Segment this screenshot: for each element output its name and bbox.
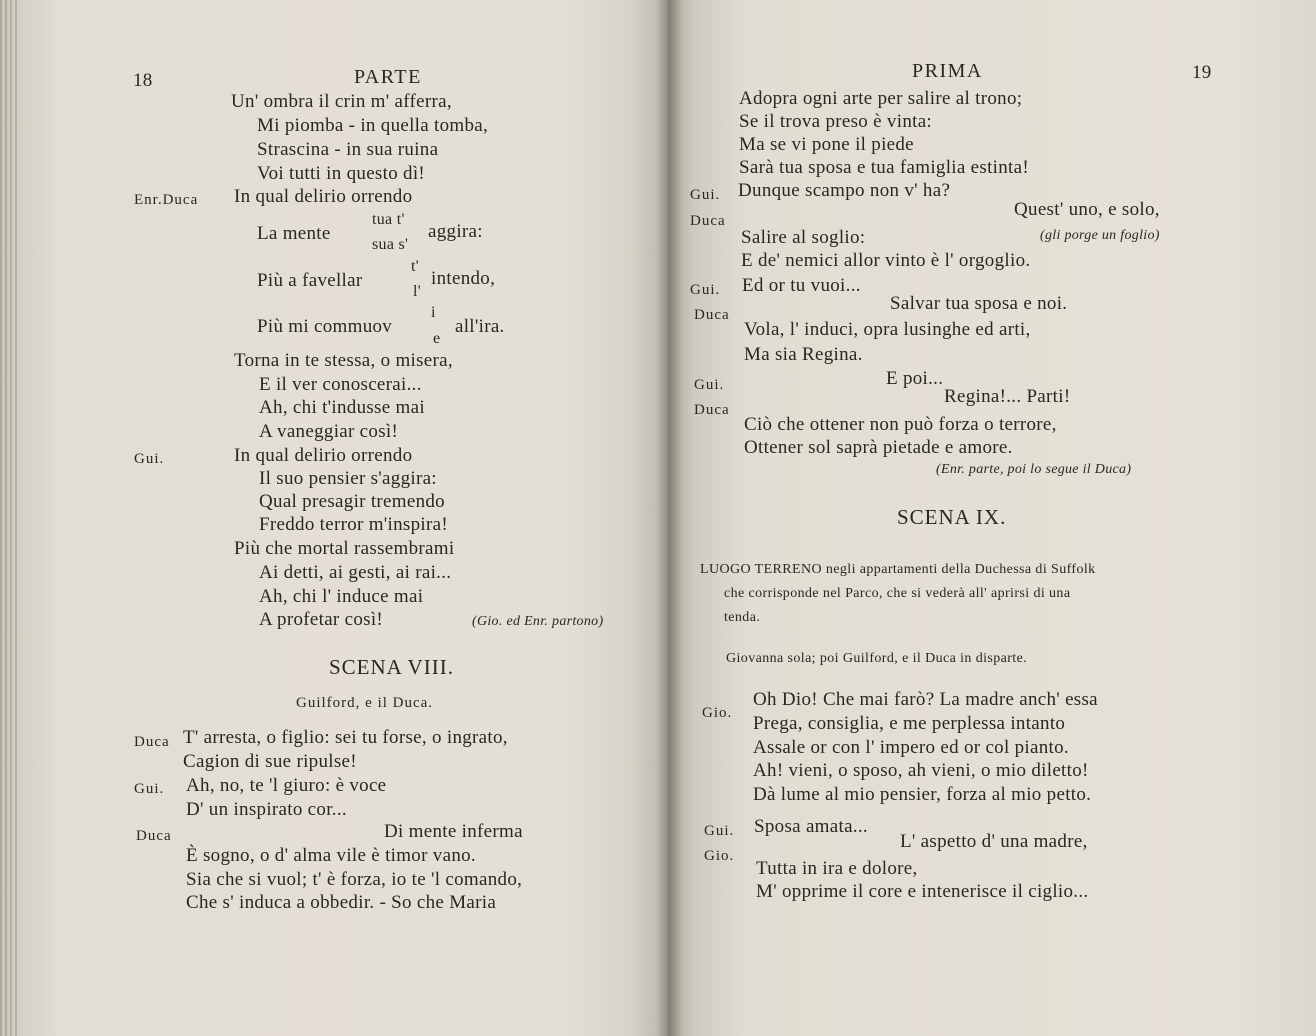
verse-line: Ma se vi pone il piede — [739, 134, 914, 155]
verse-line: E il ver conoscerai... — [259, 374, 422, 395]
verse-line: Il suo pensier s'aggira: — [259, 468, 437, 489]
verse-line: Qual presagir tremendo — [259, 491, 445, 512]
verse-line: E poi... — [886, 368, 944, 389]
verse-line: Adopra ogni arte per salire al trono; — [739, 88, 1023, 109]
book-spine-shadow — [656, 0, 682, 1036]
speaker-label: Duca — [136, 828, 172, 844]
verse-line: E de' nemici allor vinto è l' orgoglio. — [741, 250, 1031, 271]
speaker-label: Gui. — [134, 451, 165, 467]
running-head: PARTE — [354, 66, 422, 88]
stage-direction: (gli porge un foglio) — [1040, 228, 1160, 243]
verse-line: La mente — [257, 223, 331, 244]
verse-line: Mi piomba - in quella tomba, — [257, 115, 489, 136]
verse-line: Dà lume al mio pensier, forza al mio petto. — [753, 784, 1092, 805]
verse-line: Ottener sol saprà pietade e amore. — [744, 437, 1013, 458]
scene-persons: Guilford, e il Duca. — [296, 695, 434, 711]
speaker-label: Enr.Duca — [134, 192, 199, 208]
verse-line: Ah, chi l' induce mai — [259, 586, 424, 607]
variant-lower: sua s' — [372, 236, 409, 253]
verse-line: Vola, l' induci, opra lusinghe ed arti, — [744, 319, 1031, 340]
speaker-label: Gui. — [694, 377, 725, 393]
verse-line: Più che mortal rassembrami — [234, 538, 455, 559]
variant-lower: l' — [413, 283, 421, 300]
speaker-label: Duca — [134, 734, 170, 750]
scene-title: SCENA IX. — [897, 505, 1007, 529]
page-number: 19 — [1192, 62, 1212, 83]
verse-line: Dunque scampo non v' ha? — [738, 180, 951, 201]
variant-upper: i — [431, 304, 436, 321]
page-number: 18 — [133, 70, 153, 91]
verse-line: Ah, chi t'indusse mai — [259, 397, 425, 418]
verse-line: Ed or tu vuoi... — [742, 275, 861, 296]
verse-line: Sarà tua sposa e tua famiglia estinta! — [739, 157, 1029, 178]
verse-line: Se il trova preso è vinta: — [739, 111, 933, 132]
verse-line: Salvar tua sposa e noi. — [890, 293, 1068, 314]
verse-line: Cagion di sue ripulse! — [183, 751, 357, 772]
running-head: PRIMA — [912, 60, 983, 82]
verse-line: Assale or con l' impero ed or col pianto. — [753, 737, 1069, 758]
stage-direction: (Enr. parte, poi lo segue il Duca) — [936, 462, 1132, 477]
verse-line: Ai detti, ai gesti, ai rai... — [259, 562, 452, 583]
location-description: LUOGO TERRENO negli appartamenti della Duchessa di Suffolk — [700, 562, 1096, 577]
verse-line: Di mente inferma — [384, 821, 523, 842]
verse-line: Un' ombra il crin m' afferra, — [231, 91, 452, 112]
verse-line: Salire al soglio: — [741, 227, 866, 248]
verse-line: Torna in te stessa, o misera, — [234, 350, 453, 371]
speaker-label: Gui. — [134, 781, 165, 797]
verse-line: È sogno, o d' alma vile è timor vano. — [186, 845, 476, 866]
verse-line: Ma sia Regina. — [744, 344, 863, 365]
speaker-label: Gio. — [702, 705, 733, 721]
scene-persons: Giovanna sola; poi Guilford, e il Duca in disparte. — [726, 651, 1028, 666]
speaker-label: Gio. — [704, 848, 735, 864]
verse-line: T' arresta, o figlio: sei tu forse, o ingrato, — [183, 727, 508, 748]
verse-line: Ah! vieni, o sposo, ah vieni, o mio diletto! — [753, 760, 1089, 781]
verse-line: Quest' uno, e solo, — [1014, 199, 1160, 220]
verse-line: Sposa amata... — [754, 816, 868, 837]
verse-line: Ciò che ottener non può forza o terrore, — [744, 414, 1057, 435]
page-edges — [0, 0, 20, 1036]
speaker-label: Duca — [690, 213, 726, 229]
verse-line: Tutta in ira e dolore, — [756, 858, 918, 879]
verse-line: Che s' induca a obbedir. - So che Maria — [186, 892, 497, 913]
speaker-label: Duca — [694, 307, 730, 323]
variant-upper: t' — [411, 258, 419, 275]
verse-line: Più a favellar — [257, 270, 363, 291]
location-description: che corrisponde nel Parco, che si vederà all' aprirsi di una — [724, 586, 1071, 601]
verse-line: Oh Dio! Che mai farò? La madre anch' essa — [753, 689, 1098, 710]
verse-line: Ah, no, te 'l giuro: è voce — [186, 775, 387, 796]
scene-title: SCENA VIII. — [329, 655, 454, 679]
location-description: tenda. — [724, 610, 761, 625]
speaker-label: Gui. — [690, 282, 721, 298]
verse-line: L' aspetto d' una madre, — [900, 831, 1088, 852]
speaker-label: Duca — [694, 402, 730, 418]
verse-line: Regina!... Parti! — [944, 386, 1071, 407]
speaker-label: Gui. — [690, 187, 721, 203]
speaker-label: Gui. — [704, 823, 735, 839]
variant-upper: tua t' — [372, 211, 405, 228]
verse-line: In qual delirio orrendo — [234, 186, 413, 207]
verse-line: Strascina - in sua ruina — [257, 139, 439, 160]
verse-line: aggira: — [428, 221, 483, 242]
verse-line: Sia che si vuol; t' è forza, io te 'l comando, — [186, 869, 523, 890]
verse-line: M' opprime il core e intenerisce il ciglio... — [756, 881, 1089, 902]
verse-line: all'ira. — [455, 316, 505, 337]
verse-line: intendo, — [431, 268, 496, 289]
stage-direction: (Gio. ed Enr. partono) — [472, 614, 604, 629]
verse-line: Prega, consiglia, e me perplessa intanto — [753, 713, 1066, 734]
verse-line: Più mi commuov — [257, 316, 393, 337]
right-page — [668, 0, 1316, 1036]
verse-line: A profetar così! — [259, 609, 384, 630]
variant-lower: e — [433, 330, 441, 347]
verse-line: In qual delirio orrendo — [234, 445, 413, 466]
verse-line: Freddo terror m'inspira! — [259, 514, 448, 535]
verse-line: A vaneggiar così! — [259, 421, 399, 442]
verse-line: D' un inspirato cor... — [186, 799, 347, 820]
verse-line: Voi tutti in questo dì! — [257, 163, 426, 184]
